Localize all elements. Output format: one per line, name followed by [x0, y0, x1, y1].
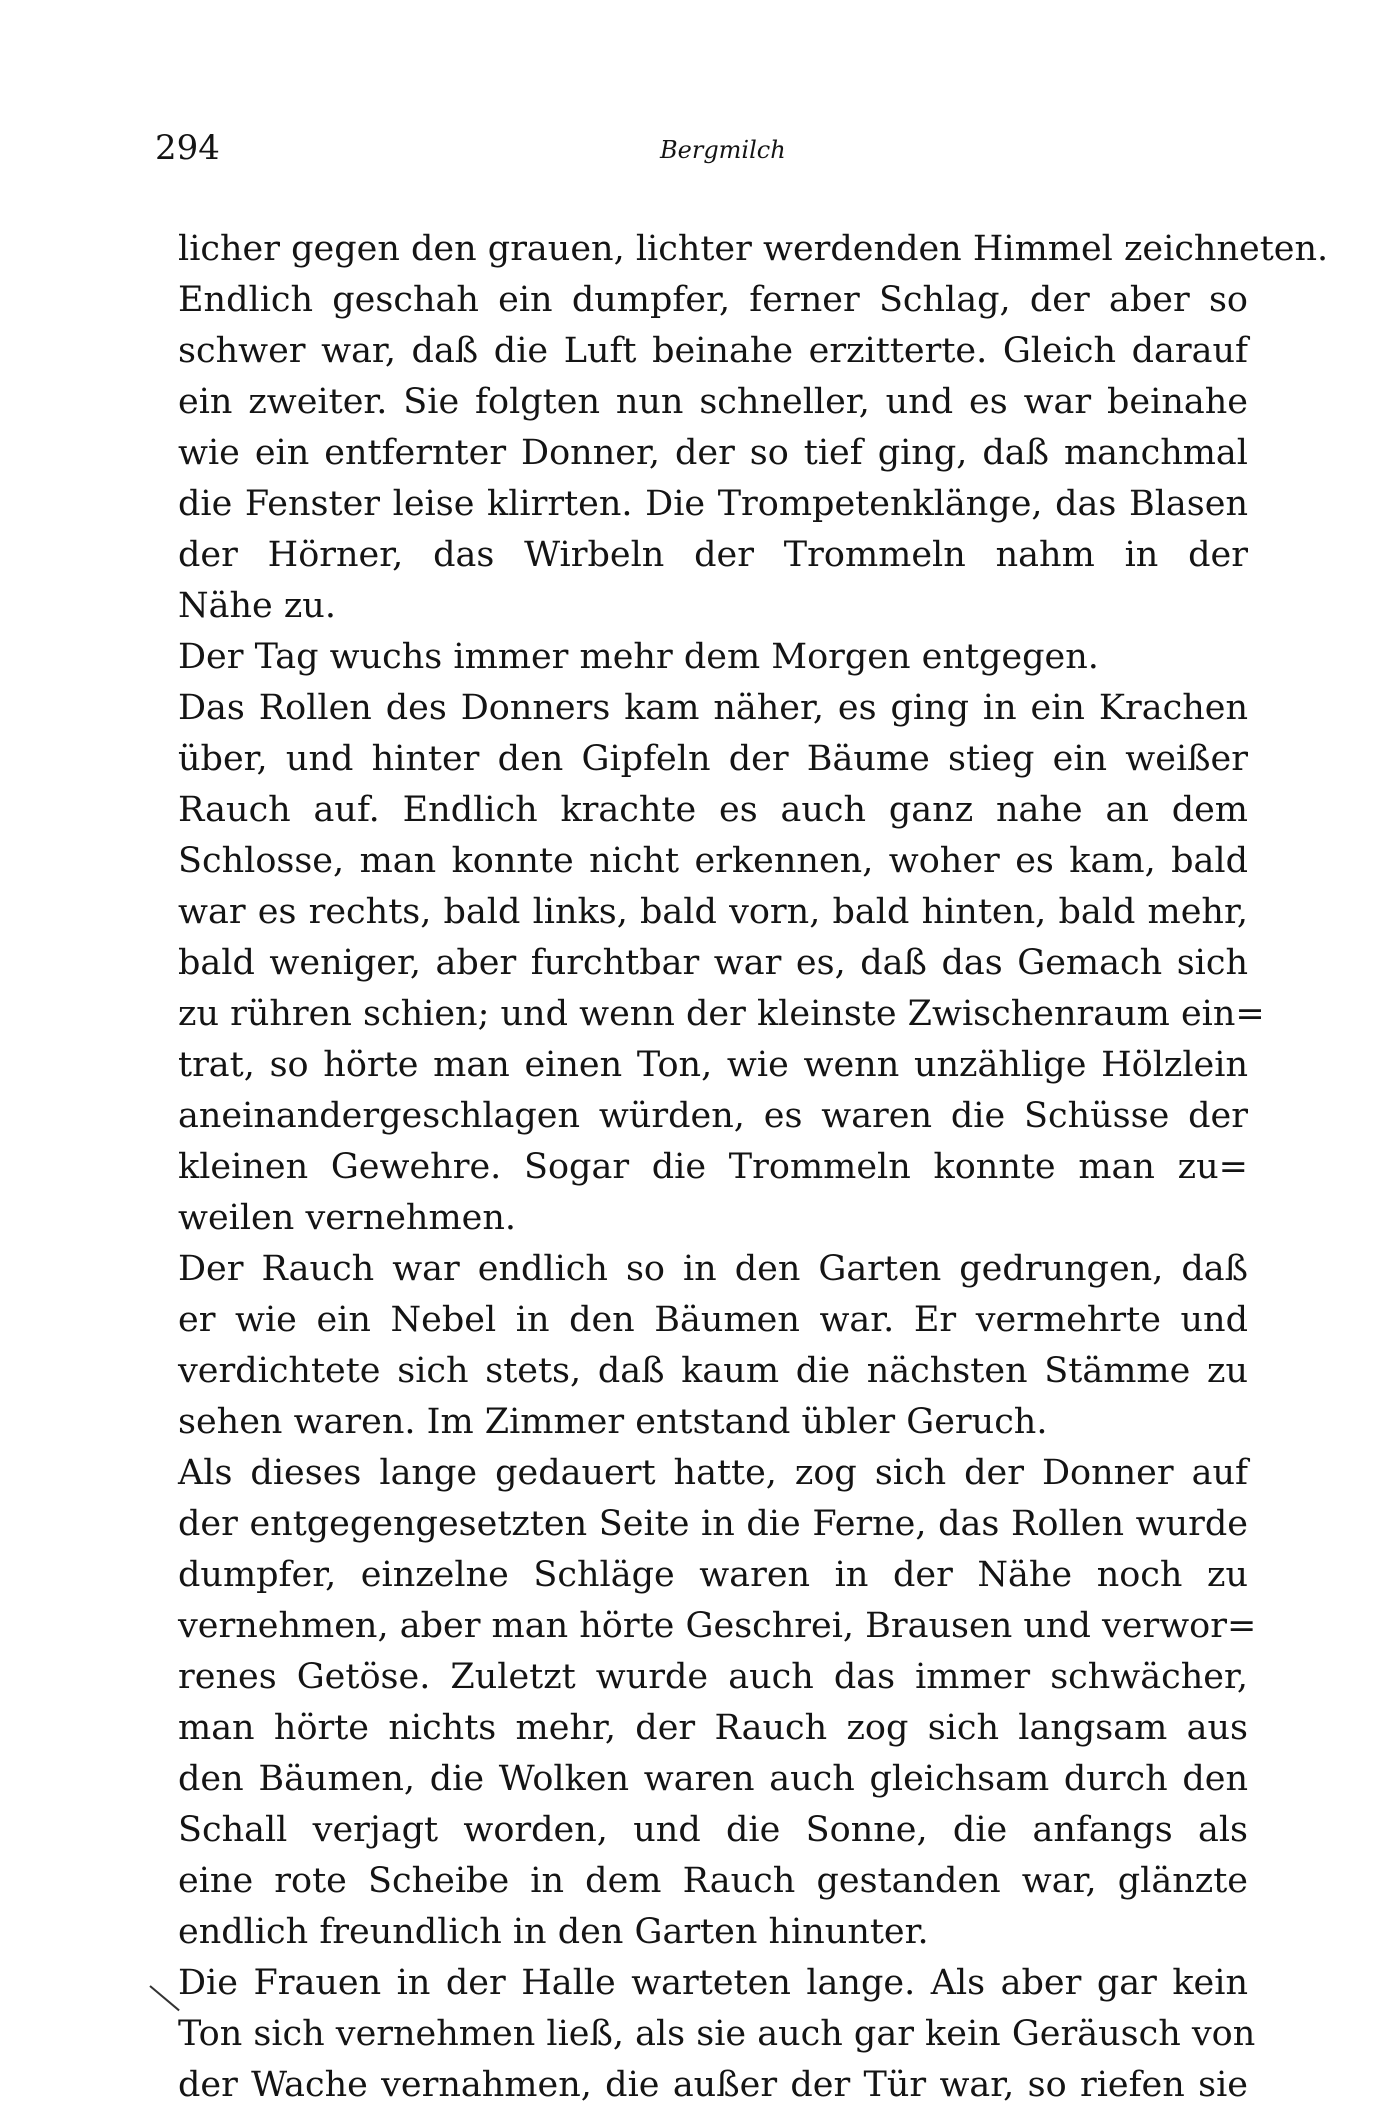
text-line: er wie ein Nebel in den Bäumen war. Er vermehrte und — [178, 1300, 1248, 1340]
text-line: den Bäumen, die Wolken waren auch gleichsam durch den — [178, 1759, 1248, 1799]
text-line: kleinen Gewehre. Sogar die Trommeln konnte man zu= — [178, 1147, 1248, 1187]
text-line: Nähe zu. — [178, 586, 336, 626]
text-line: wie ein entfernter Donner, der so tief ging, daß manchmal — [178, 433, 1248, 473]
text-line: über, und hinter den Gipfeln der Bäume stieg ein weißer — [178, 739, 1248, 779]
text-line: die Fenster leise klirrten. Die Trompetenklänge, das Blasen — [178, 484, 1248, 524]
text-line: Schall verjagt worden, und die Sonne, die anfangs als — [178, 1810, 1248, 1850]
text-line: Als dieses lange gedauert hatte, zog sich der Donner auf — [178, 1453, 1248, 1493]
running-title: Bergmilch — [660, 136, 786, 164]
text-line: bald weniger, aber furchtbar war es, daß das Gemach sich — [178, 943, 1248, 983]
text-line: aneinandergeschlagen würden, es waren die Schüsse der — [178, 1096, 1248, 1136]
text-line: man hörte nichts mehr, der Rauch zog sich langsam aus — [178, 1708, 1248, 1748]
text-line: renes Getöse. Zuletzt wurde auch das immer schwächer, — [178, 1657, 1248, 1697]
text-line: dumpfer, einzelne Schläge waren in der Nähe noch zu — [178, 1555, 1248, 1595]
text-line: zu rühren schien; und wenn der kleinste Zwischenraum ein= — [178, 994, 1265, 1034]
text-line: Schlosse, man konnte nicht erkennen, woher es kam, bald — [178, 841, 1248, 881]
text-line: der Wache vernahmen, die außer der Tür war, so riefen sie — [178, 2065, 1248, 2105]
stray-pen-mark — [149, 1985, 179, 2011]
text-line: Ton sich vernehmen ließ, als sie auch gar kein Geräusch von — [178, 2014, 1256, 2054]
text-line: Die Frauen in der Halle warteten lange. Als aber gar kein — [178, 1963, 1248, 2003]
page-number: 294 — [155, 128, 220, 168]
text-line: eine rote Scheibe in dem Rauch gestanden war, glänzte — [178, 1861, 1248, 1901]
text-line: sehen waren. Im Zimmer entstand übler Geruch. — [178, 1402, 1048, 1442]
page-header — [155, 128, 1240, 188]
text-line: Rauch auf. Endlich krachte es auch ganz nahe an dem — [178, 790, 1248, 830]
text-line: schwer war, daß die Luft beinahe erzitterte. Gleich darauf — [178, 331, 1248, 371]
text-line: licher gegen den grauen, lichter werdenden Himmel zeichneten. — [178, 229, 1329, 269]
text-line: der entgegengesetzten Seite in die Ferne, das Rollen wurde — [178, 1504, 1248, 1544]
text-line: weilen vernehmen. — [178, 1198, 517, 1238]
text-line: ein zweiter. Sie folgten nun schneller, und es war beinahe — [178, 382, 1248, 422]
text-line: vernehmen, aber man hörte Geschrei, Brausen und verwor= — [178, 1606, 1257, 1646]
text-line: war es rechts, bald links, bald vorn, bald hinten, bald mehr, — [178, 892, 1248, 932]
body-text — [178, 224, 1329, 2111]
text-line: Der Tag wuchs immer mehr dem Morgen entgegen. — [178, 637, 1099, 677]
text-line: Endlich geschah ein dumpfer, ferner Schlag, der aber so — [178, 280, 1248, 320]
text-line: verdichtete sich stets, daß kaum die nächsten Stämme zu — [178, 1351, 1248, 1391]
text-line: der Hörner, das Wirbeln der Trommeln nahm in der — [178, 535, 1248, 575]
text-line: trat, so hörte man einen Ton, wie wenn unzählige Hölzlein — [178, 1045, 1248, 1085]
text-line: Das Rollen des Donners kam näher, es ging in ein Krachen — [178, 688, 1248, 728]
text-line: Der Rauch war endlich so in den Garten gedrungen, daß — [178, 1249, 1248, 1289]
text-line: endlich freundlich in den Garten hinunter. — [178, 1912, 929, 1952]
